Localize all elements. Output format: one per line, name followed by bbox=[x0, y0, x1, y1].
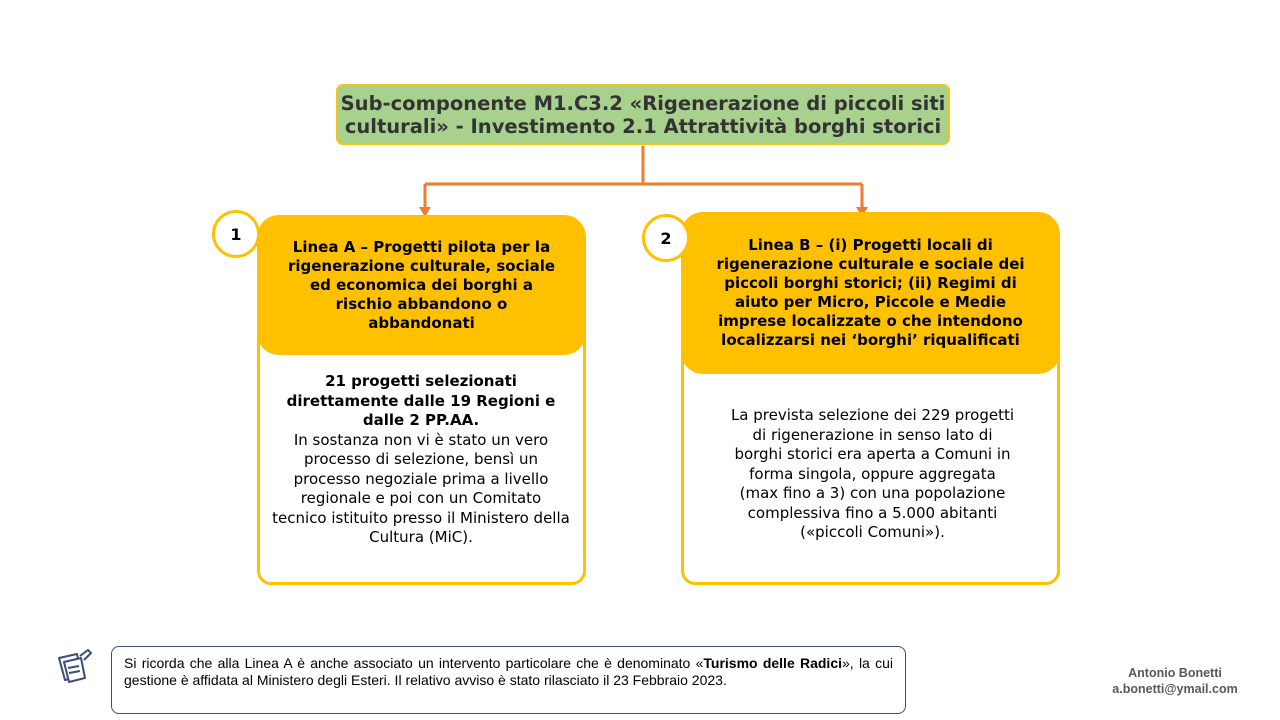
title-line-2: culturali» - Investimento 2.1 Attrattività borghi storici bbox=[344, 114, 942, 138]
note-text-after: », la cui gestione è affidata al Ministero degli Esteri. Il relativo avviso è stato rilasciato il 23 Febbraio 2023. bbox=[124, 655, 894, 688]
author-block bbox=[1095, 665, 1255, 697]
line-a-lead: 21 progetti selezionati direttamente dalle 19 Regioni e dalle 2 PP.AA. bbox=[286, 372, 556, 429]
note-text-before: Si ricorda che alla Linea A è anche associato un intervento particolare che è denominato « bbox=[124, 655, 704, 671]
author-name: Antonio Bonetti bbox=[1128, 666, 1222, 680]
line-b-text: La prevista selezione dei 229 progetti di rigenerazione in senso lato di borghi storici era aperta a Comuni in forma singola, oppure aggregata (max fino a 3) con una popolazione complessiva fino a 5.000 abitanti («piccoli Comuni»). bbox=[730, 406, 1015, 541]
line-b-number-badge: 2 bbox=[642, 214, 690, 262]
title-line-1: Sub-componente M1.C3.2 «Rigenerazione di piccoli siti bbox=[340, 91, 946, 115]
author-email: a.bonetti@ymail.com bbox=[1112, 682, 1238, 696]
line-a-body bbox=[272, 372, 570, 548]
sticky-note-icon bbox=[55, 646, 95, 686]
note-box bbox=[111, 646, 906, 714]
line-b-body bbox=[730, 406, 1015, 543]
note-text-bold: Turismo delle Radici bbox=[703, 655, 843, 671]
line-a-number-badge: 1 bbox=[212, 210, 260, 258]
line-b-heading: Linea B – (i) Progetti locali di rigenerazione culturale e sociale dei piccoli borghi storici; (ii) Regimi di aiuto per Micro, Piccole e Medie imprese localizzate o che intendono localizzarsi nei ‘borghi’ riqualificati bbox=[681, 212, 1060, 374]
line-a-text: In sostanza non vi è stato un vero processo di selezione, bensì un processo negoziale prima a livello regionale e poi con un Comitato tecnico istituito presso il Ministero della Cultura (MiC). bbox=[272, 430, 570, 546]
line-a-heading: Linea A – Progetti pilota per la rigenerazione culturale, sociale ed economica dei borghi a rischio abbandono o abbandonati bbox=[257, 215, 586, 355]
